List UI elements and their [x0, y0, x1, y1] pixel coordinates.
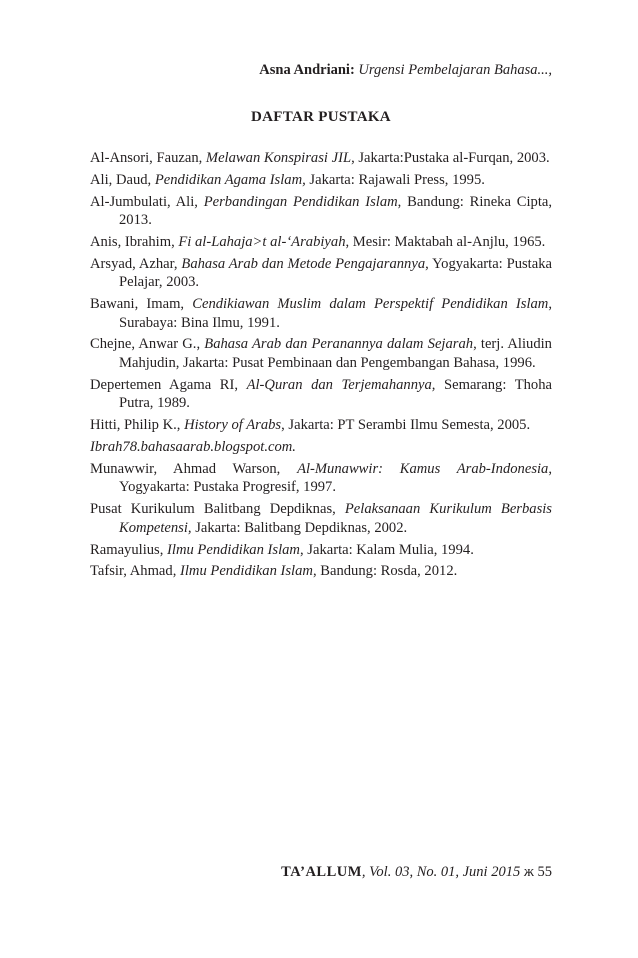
reference-entry: Ibrah78.bahasaarab.blogspot.com.: [90, 439, 296, 455]
reference-entry: Al-Jumbulati, Ali, Perbandingan Pendidikan Islam, Bandung: Rineka Cipta, 2013.: [90, 193, 553, 229]
reference-entry: Depertemen Agama RI, Al-Quran dan Terjemahannya, Semarang: Thoha Putra, 1989.: [90, 376, 552, 412]
reference-entry: Tafsir, Ahmad, Ilmu Pendidikan Islam, Bandung: Rosda, 2012.: [90, 563, 458, 580]
reference-entry: Chejne, Anwar G., Bahasa Arab dan Peranannya dalam Sejarah, terj. Aliudin Mahjudin, Jakarta: Pusat Pembinaan dan Pengembangan Bahasa, 1996.: [90, 336, 552, 372]
section-title: DAFTAR PUSTAKA: [251, 109, 391, 125]
header-author: Asna Andriani:: [259, 62, 355, 78]
reference-entry: Arsyad, Azhar, Bahasa Arab dan Metode Pengajarannya, Yogyakarta: Pustaka Pelajar, 2003.: [90, 255, 552, 291]
reference-entry: Ali, Daud, Pendidikan Agama Islam, Jakarta: Rajawali Press, 1995.: [90, 171, 485, 188]
header-article-title: Urgensi Pembelajaran Bahasa...,: [358, 62, 552, 78]
page-number: 55: [537, 864, 552, 880]
footer-issue: , Vol. 03, No. 01, Juni 2015: [361, 864, 521, 880]
reference-entry: Anis, Ibrahim, Fi al-Lahaja>t al-‘Arabiyah, Mesir: Maktabah al-Anjlu, 1965.: [90, 233, 546, 250]
footer-journal-name: TA’ALLUM: [281, 864, 362, 880]
reference-entry: Hitti, Philip K., History of Arabs, Jakarta: PT Serambi Ilmu Semesta, 2005.: [90, 417, 531, 434]
reference-entry: Pusat Kurikulum Balitbang Depdiknas, Pelaksanaan Kurikulum Berbasis Kompetensi, Jakarta: Balitbang Depdiknas, 2002.: [90, 501, 552, 536]
reference-entry: Ramayulius, Ilmu Pendidikan Islam, Jakarta: Kalam Mulia, 1994.: [90, 541, 474, 558]
reference-entry: Al-Ansori, Fauzan, Melawan Konspirasi JIL, Jakarta:Pustaka al-Furqan, 2003.: [90, 150, 550, 166]
running-footer: [90, 864, 552, 881]
reference-entry: Munawwir, Ahmad Warson, Al-Munawwir: Kamus Arab-Indonesia, Yogyakarta: Pustaka Progresif, 1997.: [90, 460, 553, 496]
footer-separator: ж: [520, 864, 538, 880]
reference-entry: Bawani, Imam, Cendikiawan Muslim dalam Perspektif Pendidikan Islam, Surabaya: Bina Ilmu, 1991.: [90, 296, 552, 331]
reference-list: [90, 149, 552, 584]
running-header: [90, 61, 552, 79]
